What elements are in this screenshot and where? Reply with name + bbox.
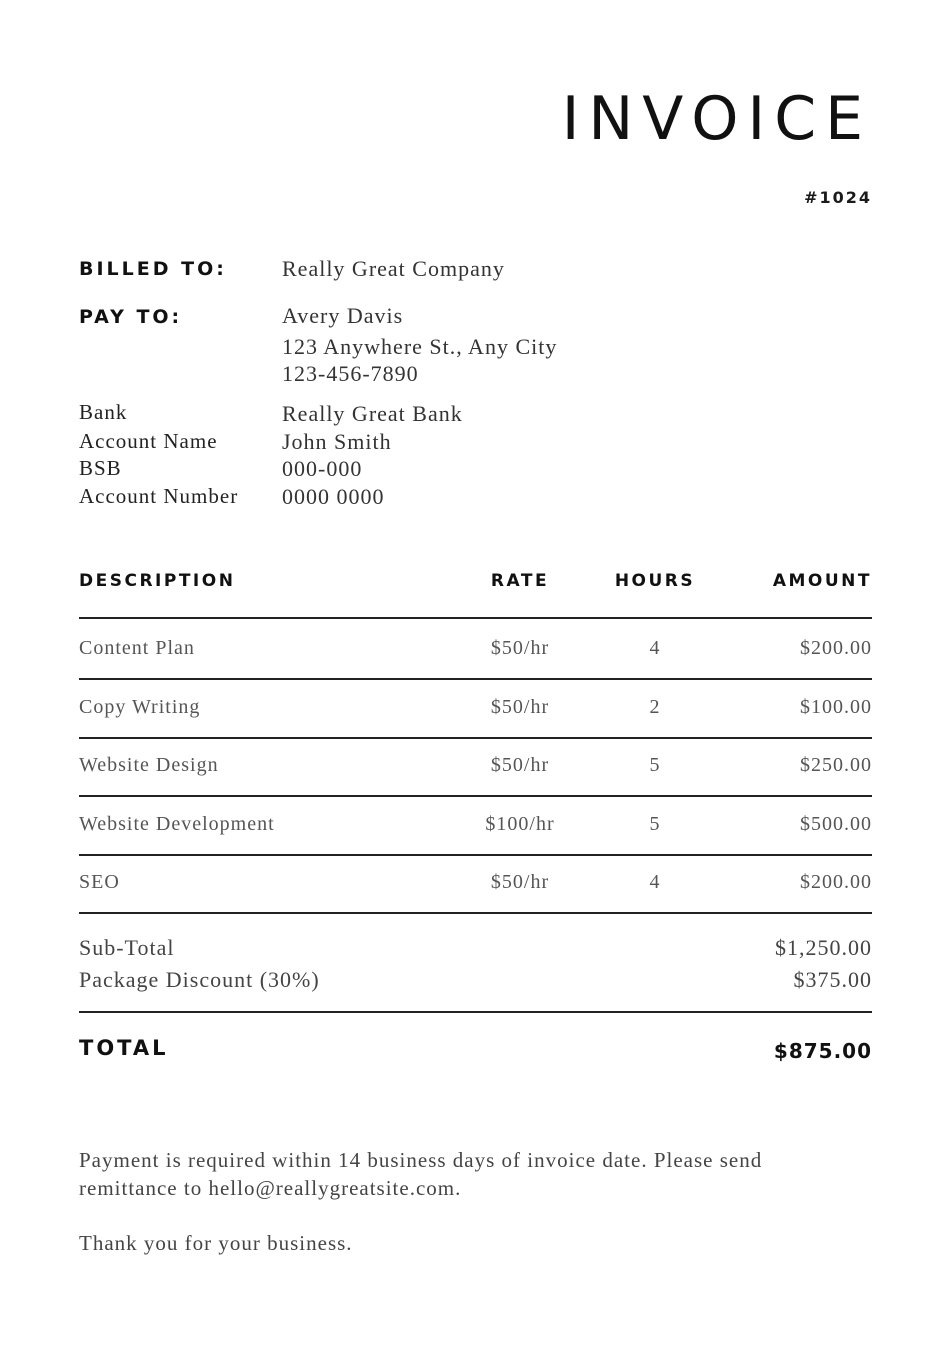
discount-value: $375.00 xyxy=(793,967,872,992)
pay-to-address: 123 Anywhere St., Any City xyxy=(282,334,558,359)
invoice-number: #1024 xyxy=(804,188,872,207)
total-divider xyxy=(79,1011,872,1013)
table-row-description: Copy Writing xyxy=(79,696,201,718)
table-divider xyxy=(79,912,872,914)
account-number-label: Account Number xyxy=(79,484,239,508)
col-header-rate: RATE xyxy=(490,571,550,591)
thank-you-note: Thank you for your business. xyxy=(79,1231,353,1255)
table-row-rate: $50/hr xyxy=(490,871,550,893)
table-divider xyxy=(79,795,872,797)
pay-to-phone: 123-456-7890 xyxy=(282,361,419,386)
table-row-hours: 2 xyxy=(649,696,661,718)
table-row-rate: $50/hr xyxy=(490,637,550,659)
bsb-label: BSB xyxy=(79,456,122,480)
subtotal-label: Sub-Total xyxy=(79,935,175,960)
table-row-amount: $200.00 xyxy=(800,871,872,893)
table-divider xyxy=(79,737,872,739)
table-row-amount: $100.00 xyxy=(800,696,872,718)
table-row-amount: $200.00 xyxy=(800,637,872,659)
table-divider xyxy=(79,854,872,856)
table-row-rate: $50/hr xyxy=(490,696,550,718)
table-row-hours: 4 xyxy=(649,637,661,659)
table-row-description: Content Plan xyxy=(79,637,195,659)
invoice-title: INVOICE xyxy=(561,84,872,154)
table-divider xyxy=(79,617,872,619)
col-header-hours: HOURS xyxy=(614,571,696,591)
payment-note-line2: remittance to hello@reallygreatsite.com. xyxy=(79,1176,462,1200)
bank-label: Bank xyxy=(79,400,128,424)
table-row-description: Website Design xyxy=(79,754,219,776)
account-name-value: John Smith xyxy=(282,429,392,454)
subtotal-value: $1,250.00 xyxy=(775,935,872,960)
table-row-hours: 4 xyxy=(649,871,661,893)
total-value: $875.00 xyxy=(773,1039,872,1063)
table-divider xyxy=(79,678,872,680)
account-name-label: Account Name xyxy=(79,429,218,453)
table-row-hours: 5 xyxy=(649,813,661,835)
bsb-value: 000-000 xyxy=(282,456,363,481)
bank-value: Really Great Bank xyxy=(282,401,463,426)
table-row-rate: $50/hr xyxy=(490,754,550,776)
table-row-description: Website Development xyxy=(79,813,275,835)
table-row-amount: $500.00 xyxy=(800,813,872,835)
col-header-amount: AMOUNT xyxy=(772,571,872,591)
pay-to-label: PAY TO: xyxy=(79,306,183,328)
discount-label: Package Discount (30%) xyxy=(79,967,320,992)
payment-note-line1: Payment is required within 14 business days of invoice date. Please send xyxy=(79,1148,763,1172)
billed-to-label: BILLED TO: xyxy=(79,258,227,280)
account-number-value: 0000 0000 xyxy=(282,484,385,509)
billed-to-value: Really Great Company xyxy=(282,256,505,281)
total-label: TOTAL xyxy=(79,1036,169,1060)
pay-to-name: Avery Davis xyxy=(282,303,404,328)
table-row-rate: $100/hr xyxy=(485,813,555,835)
table-row-amount: $250.00 xyxy=(800,754,872,776)
table-row-description: SEO xyxy=(79,871,120,893)
table-row-hours: 5 xyxy=(649,754,661,776)
col-header-description: DESCRIPTION xyxy=(79,571,236,591)
